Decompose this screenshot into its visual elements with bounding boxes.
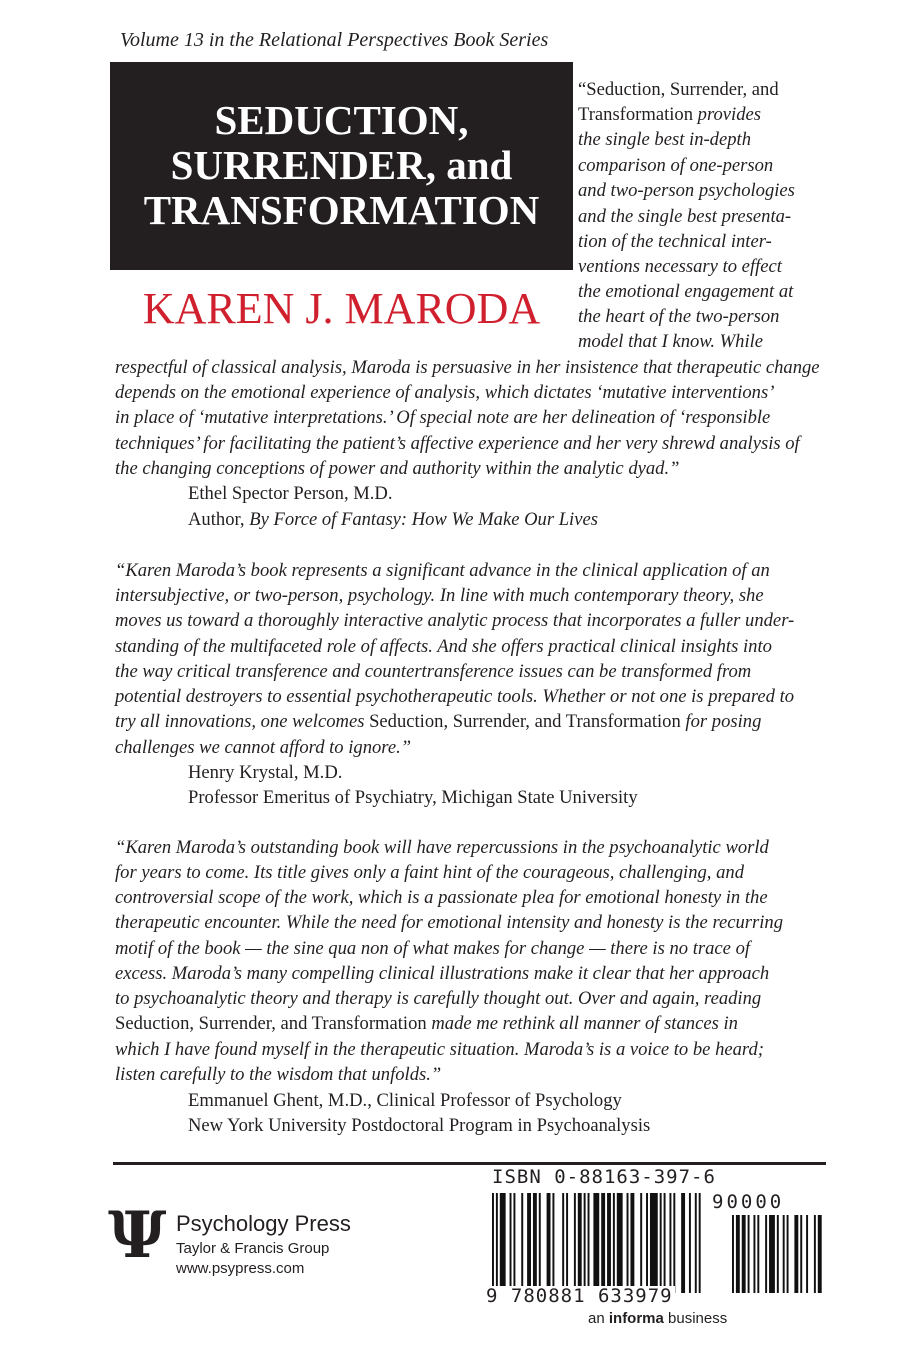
- quote-line: techniques’ for facilitating the patient’s affective experience and her very shrewd analysis of: [115, 433, 800, 454]
- attribution-name: Emmanuel Ghent, M.D., Clinical Professor of Psychology: [188, 1090, 622, 1111]
- barcode-bar: [527, 1193, 531, 1293]
- barcode-bar: [689, 1193, 691, 1293]
- barcode-bar: [783, 1215, 785, 1293]
- quote-line: the emotional engagement at: [578, 281, 794, 302]
- quote-line: to psychoanalytic theory and therapy is carefully thought out. Over and again, reading: [115, 988, 762, 1009]
- informa-prefix: an: [588, 1310, 609, 1327]
- quote-line: potential destroyers to essential psychotherapeutic tools. Whether or not one is prepared to: [115, 686, 795, 707]
- attribution-book: By Force of Fantasy: How We Make Our Lives: [249, 509, 598, 530]
- attribution-prefix: Author,: [188, 509, 250, 530]
- barcode-bar: [650, 1193, 658, 1293]
- quote-line: [115, 710, 761, 734]
- quote-line: intersubjective, or two-person, psychology. In line with much contemporary theory, she: [115, 585, 764, 606]
- quote-line: “Seduction, Surrender, and: [578, 79, 779, 100]
- quote-line: “Karen Maroda’s book represents a significant advance in the clinical application of an: [115, 560, 770, 581]
- quote-line: listen carefully to the wisdom that unfolds.”: [115, 1064, 442, 1085]
- quote-line: challenges we cannot afford to ignore.”: [115, 737, 412, 758]
- barcode-bar: [681, 1193, 685, 1293]
- book-title-ref: Seduction, Surrender, and Transformation: [369, 711, 681, 732]
- barcode-bar: [547, 1193, 551, 1293]
- barcode-bar: [578, 1193, 582, 1293]
- barcode-addon-bars: [732, 1215, 822, 1293]
- barcode-bar: [765, 1215, 767, 1293]
- barcode-bar: [736, 1215, 740, 1293]
- barcode-bar: [562, 1193, 564, 1293]
- quote-line: tion of the technical inter-: [578, 231, 772, 252]
- quote-line: for years to come. Its title gives only a faint hint of the courageous, challenging, and: [115, 862, 744, 883]
- quote-line: in place of ‘mutative interpretations.’ Of special note are her delineation of ‘responsible: [115, 407, 771, 428]
- barcode-bar: [593, 1193, 599, 1293]
- title-line-3: TRANSFORMATION: [143, 187, 540, 233]
- title-line-1: SEDUCTION,: [214, 97, 469, 143]
- informa-brand: informa: [608, 1310, 664, 1327]
- quote-line: motif of the book — the sine qua non of what makes for change — there is no trace of: [115, 938, 751, 959]
- barcode-bar: [607, 1193, 611, 1293]
- quote-line: [115, 1012, 738, 1036]
- author-name: KAREN J. MARODA: [142, 284, 541, 333]
- quote-line: [578, 103, 761, 127]
- informa-tagline: [588, 1310, 727, 1328]
- barcode-bar: [640, 1193, 642, 1293]
- barcode-bar: [769, 1215, 775, 1293]
- quote-line: moves us toward a thoroughly interactive analytic process that incorporates a fuller under-: [115, 610, 795, 631]
- barcode-bar: [613, 1193, 615, 1293]
- series-line: Volume 13 in the Relational Perspectives Book Series: [120, 29, 549, 51]
- barcode-bar: [777, 1215, 779, 1293]
- barcode-bar: [539, 1193, 541, 1293]
- barcode-bar: [566, 1193, 568, 1293]
- quote-line: controversial scope of the work, which is a passionate plea for emotional honesty in the: [115, 887, 768, 908]
- barcode-bar: [818, 1215, 822, 1293]
- attribution-title: New York University Postdoctoral Program in Psychoanalysis: [188, 1115, 651, 1136]
- barcode-bar: [699, 1193, 701, 1293]
- title-box: [110, 62, 573, 270]
- quote-line: and the single best presenta-: [578, 206, 792, 227]
- barcode-bar: [742, 1215, 746, 1293]
- barcode-bar: [521, 1193, 523, 1293]
- quote-text: made me rethink all manner of stances in: [426, 1013, 738, 1034]
- quote-line: comparison of one-person: [578, 155, 774, 176]
- informa-suffix: business: [663, 1310, 728, 1327]
- barcode-bar: [574, 1193, 576, 1293]
- quote-line: the changing conceptions of power and authority within the analytic dyad.”: [115, 458, 680, 479]
- quote-line: the heart of the two-person: [578, 306, 780, 327]
- barcode-bar: [814, 1215, 816, 1293]
- quote-text: Transformation: [578, 104, 698, 125]
- barcode-bar: [794, 1215, 798, 1293]
- barcode-bar: [660, 1193, 662, 1293]
- barcode-bar: [496, 1193, 498, 1293]
- quote-line: therapeutic encounter. While the need for emotional intensity and honesty is the recurring: [115, 912, 784, 933]
- barcode-bar: [630, 1193, 634, 1293]
- title-line-2: SURRENDER, and: [170, 142, 513, 188]
- barcode-bar: [584, 1193, 586, 1293]
- barcode-bar: [500, 1193, 506, 1293]
- barcode-bar: [617, 1193, 623, 1293]
- barcode-bar: [732, 1215, 734, 1293]
- barcode-bar: [601, 1193, 605, 1293]
- barcode-bar: [513, 1193, 515, 1293]
- quote-text: for posing: [680, 711, 762, 732]
- barcode-bar: [646, 1193, 648, 1293]
- quote-line: ventions necessary to effect: [578, 256, 782, 277]
- barcode-bar: [757, 1215, 759, 1293]
- quote-line: respectful of classical analysis, Maroda is persuasive in her insistence that therapeutic change: [115, 357, 820, 378]
- quote-text: provides: [697, 104, 762, 125]
- quote-line: standing of the multifaceted role of affects. And she offers practical clinical insights into: [115, 636, 772, 657]
- quote-text: try all innovations, one welcomes: [115, 711, 370, 732]
- barcode-bar: [695, 1193, 697, 1293]
- barcode-bar: [664, 1193, 666, 1293]
- barcode-bar: [748, 1215, 750, 1293]
- attribution-name: Henry Krystal, M.D.: [188, 762, 343, 783]
- barcode-bar: [753, 1215, 755, 1293]
- barcode-bar: [627, 1193, 629, 1293]
- book-title-ref: Seduction, Surrender, and Transformation: [115, 1013, 427, 1034]
- barcode-bar: [533, 1193, 537, 1293]
- quote-line: the way critical transference and countertransference issues can be transformed from: [115, 661, 752, 682]
- quote-line: and two-person psychologies: [578, 180, 795, 201]
- ean-digits: 9 780881 633979: [486, 1285, 673, 1307]
- barcode-bar: [588, 1193, 590, 1293]
- barcode-bar: [673, 1193, 675, 1293]
- barcode-bar: [492, 1193, 494, 1293]
- isbn-text: ISBN 0-88163-397-6: [492, 1166, 716, 1188]
- quote-line: which I have found myself in the therapeutic situation. Maroda’s is a voice to be heard;: [115, 1039, 764, 1060]
- quote-line: the single best in-depth: [578, 129, 751, 150]
- attribution-title: [188, 508, 598, 532]
- divider-rule: [113, 1162, 826, 1165]
- barcode-bar: [552, 1193, 554, 1293]
- publisher-name: Psychology Press: [176, 1211, 351, 1236]
- barcode-bar: [800, 1215, 802, 1293]
- barcode-bar: [669, 1193, 671, 1293]
- quote-line: “Karen Maroda’s outstanding book will have repercussions in the psychoanalytic world: [115, 837, 769, 858]
- quote-line: excess. Maroda’s many compelling clinical illustrations make it clear that her approach: [115, 963, 770, 984]
- barcode-bar: [510, 1193, 512, 1293]
- attribution-title: Professor Emeritus of Psychiatry, Michigan State University: [188, 787, 638, 808]
- quote-line: depends on the emotional experience of analysis, which dictates ‘mutative interventions’: [115, 382, 775, 403]
- psychology-press-logo-icon: Ψ: [108, 1198, 167, 1273]
- quote-line: model that I know. While: [578, 331, 764, 352]
- attribution-name: Ethel Spector Person, M.D.: [188, 483, 393, 504]
- barcode-bar: [806, 1215, 808, 1293]
- barcode-addon-digits: 90000: [712, 1191, 785, 1213]
- barcode-bar: [787, 1215, 789, 1293]
- barcode-main-bars: [492, 1193, 701, 1293]
- publisher-group: Taylor & Francis Group: [176, 1240, 330, 1257]
- publisher-website: www.psypress.com: [176, 1260, 305, 1277]
